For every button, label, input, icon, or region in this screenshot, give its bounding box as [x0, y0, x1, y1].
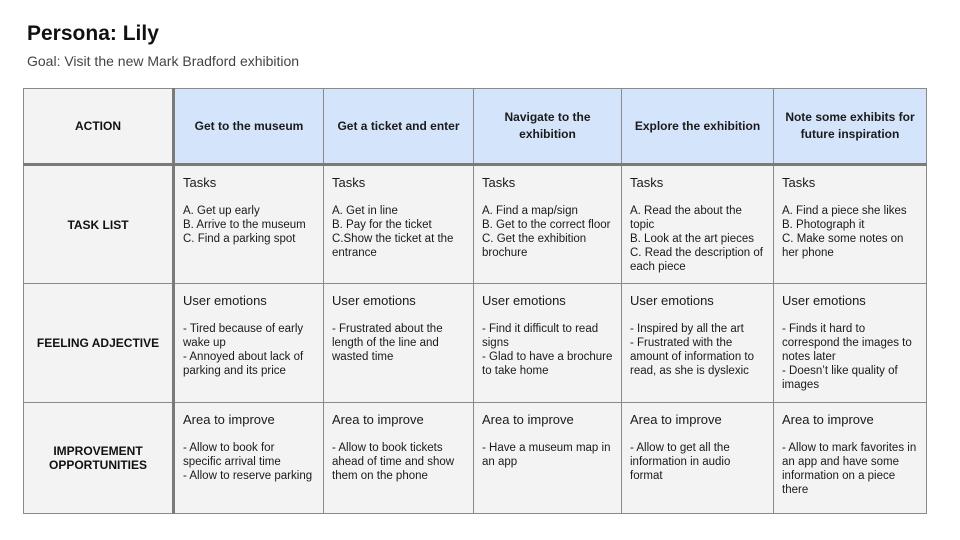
cell-line: B. Look at the art pieces [630, 233, 755, 245]
table-cell [622, 403, 774, 514]
cell-line: B. Arrive to the museum [183, 219, 306, 231]
cell-line: - Frustrated with the amount of information to read, as she is dyslexic [630, 337, 755, 377]
table-cell [174, 284, 324, 403]
cell-line: - Doesn’t like quality of images [782, 365, 898, 391]
task-list-row [24, 165, 927, 284]
cell-heading: Tasks [782, 175, 816, 190]
cell-line: - Frustrated about the length of the line and wasted time [332, 323, 443, 363]
stage-header: Explore the exhibition [622, 89, 774, 165]
cell-line: - Allow to reserve parking [183, 470, 313, 482]
cell-heading: Tasks [332, 175, 366, 190]
cell-heading: User emotions [332, 293, 416, 308]
cell-heading: User emotions [782, 293, 866, 308]
cell-line: - Tired because of early wake up [183, 323, 304, 349]
row-label: IMPROVEMENT OPPORTUNITIES [24, 403, 174, 514]
table-cell [622, 165, 774, 284]
cell-line: - Have a museum map in an app [482, 442, 611, 468]
cell-heading: User emotions [482, 293, 566, 308]
cell-line: A. Get in line [332, 205, 398, 217]
stage-header-row [24, 89, 927, 165]
cell-line: C. Get the exhibition brochure [482, 233, 587, 259]
table-cell [474, 284, 622, 403]
cell-line: - Find it difficult to read signs [482, 323, 599, 349]
cell-line: B. Get to the correct floor [482, 219, 611, 231]
cell-heading: Tasks [183, 175, 217, 190]
cell-line: C. Read the description of each piece [630, 247, 763, 273]
row-label: TASK LIST [24, 165, 174, 284]
cell-line: - Allow to book for specific arrival time [183, 442, 281, 468]
table-cell [774, 165, 927, 284]
table-cell [774, 284, 927, 403]
cell-heading: Tasks [482, 175, 516, 190]
cell-line: A. Read the about the topic [630, 205, 742, 231]
cell-heading: Area to improve [782, 412, 874, 427]
cell-line: A. Find a map/sign [482, 205, 578, 217]
cell-heading: Area to improve [183, 412, 275, 427]
cell-line: - Annoyed about lack of parking and its price [183, 351, 304, 377]
table-cell [474, 403, 622, 514]
table-cell [774, 403, 927, 514]
cell-heading: Area to improve [482, 412, 574, 427]
cell-heading: Tasks [630, 175, 664, 190]
table-cell [324, 165, 474, 284]
cell-line: C.Show the ticket at the entrance [332, 233, 454, 259]
table-cell [174, 403, 324, 514]
cell-line: - Allow to book tickets ahead of time and show them on the phone [332, 442, 455, 482]
user-journey-table [23, 88, 927, 514]
stage-header: Navigate to the exhibition [474, 89, 622, 165]
cell-line: - Allow to mark favorites in an app and have some information on a piece there [782, 442, 917, 496]
cell-heading: Area to improve [332, 412, 424, 427]
stage-header: Get a ticket and enter [324, 89, 474, 165]
cell-line: C. Find a parking spot [183, 233, 296, 245]
table-cell [474, 165, 622, 284]
persona-title: Persona: Lily [27, 22, 159, 45]
cell-line: C. Make some notes on her phone [782, 233, 904, 259]
stage-header: Get to the museum [174, 89, 324, 165]
table-cell [324, 403, 474, 514]
cell-heading: User emotions [183, 293, 267, 308]
cell-heading: User emotions [630, 293, 714, 308]
stage-header: Note some exhibits for future inspiration [774, 89, 927, 165]
improvement-opportunities-row [24, 403, 927, 514]
cell-line: A. Get up early [183, 205, 260, 217]
table-cell [622, 284, 774, 403]
action-label: ACTION [24, 89, 174, 165]
cell-line: - Glad to have a brochure to take home [482, 351, 613, 377]
table-cell [174, 165, 324, 284]
cell-line: B. Photograph it [782, 219, 865, 231]
cell-line: - Finds it hard to correspond the images to notes later [782, 323, 912, 363]
feeling-adjective-row [24, 284, 927, 403]
cell-line: B. Pay for the ticket [332, 219, 432, 231]
cell-line: A. Find a piece she likes [782, 205, 907, 217]
row-label: FEELING ADJECTIVE [24, 284, 174, 403]
cell-line: - Inspired by all the art [630, 323, 744, 335]
cell-line: - Allow to get all the information in audio format [630, 442, 731, 482]
persona-goal: Goal: Visit the new Mark Bradford exhibition [27, 53, 300, 69]
table-cell [324, 284, 474, 403]
cell-heading: Area to improve [630, 412, 722, 427]
